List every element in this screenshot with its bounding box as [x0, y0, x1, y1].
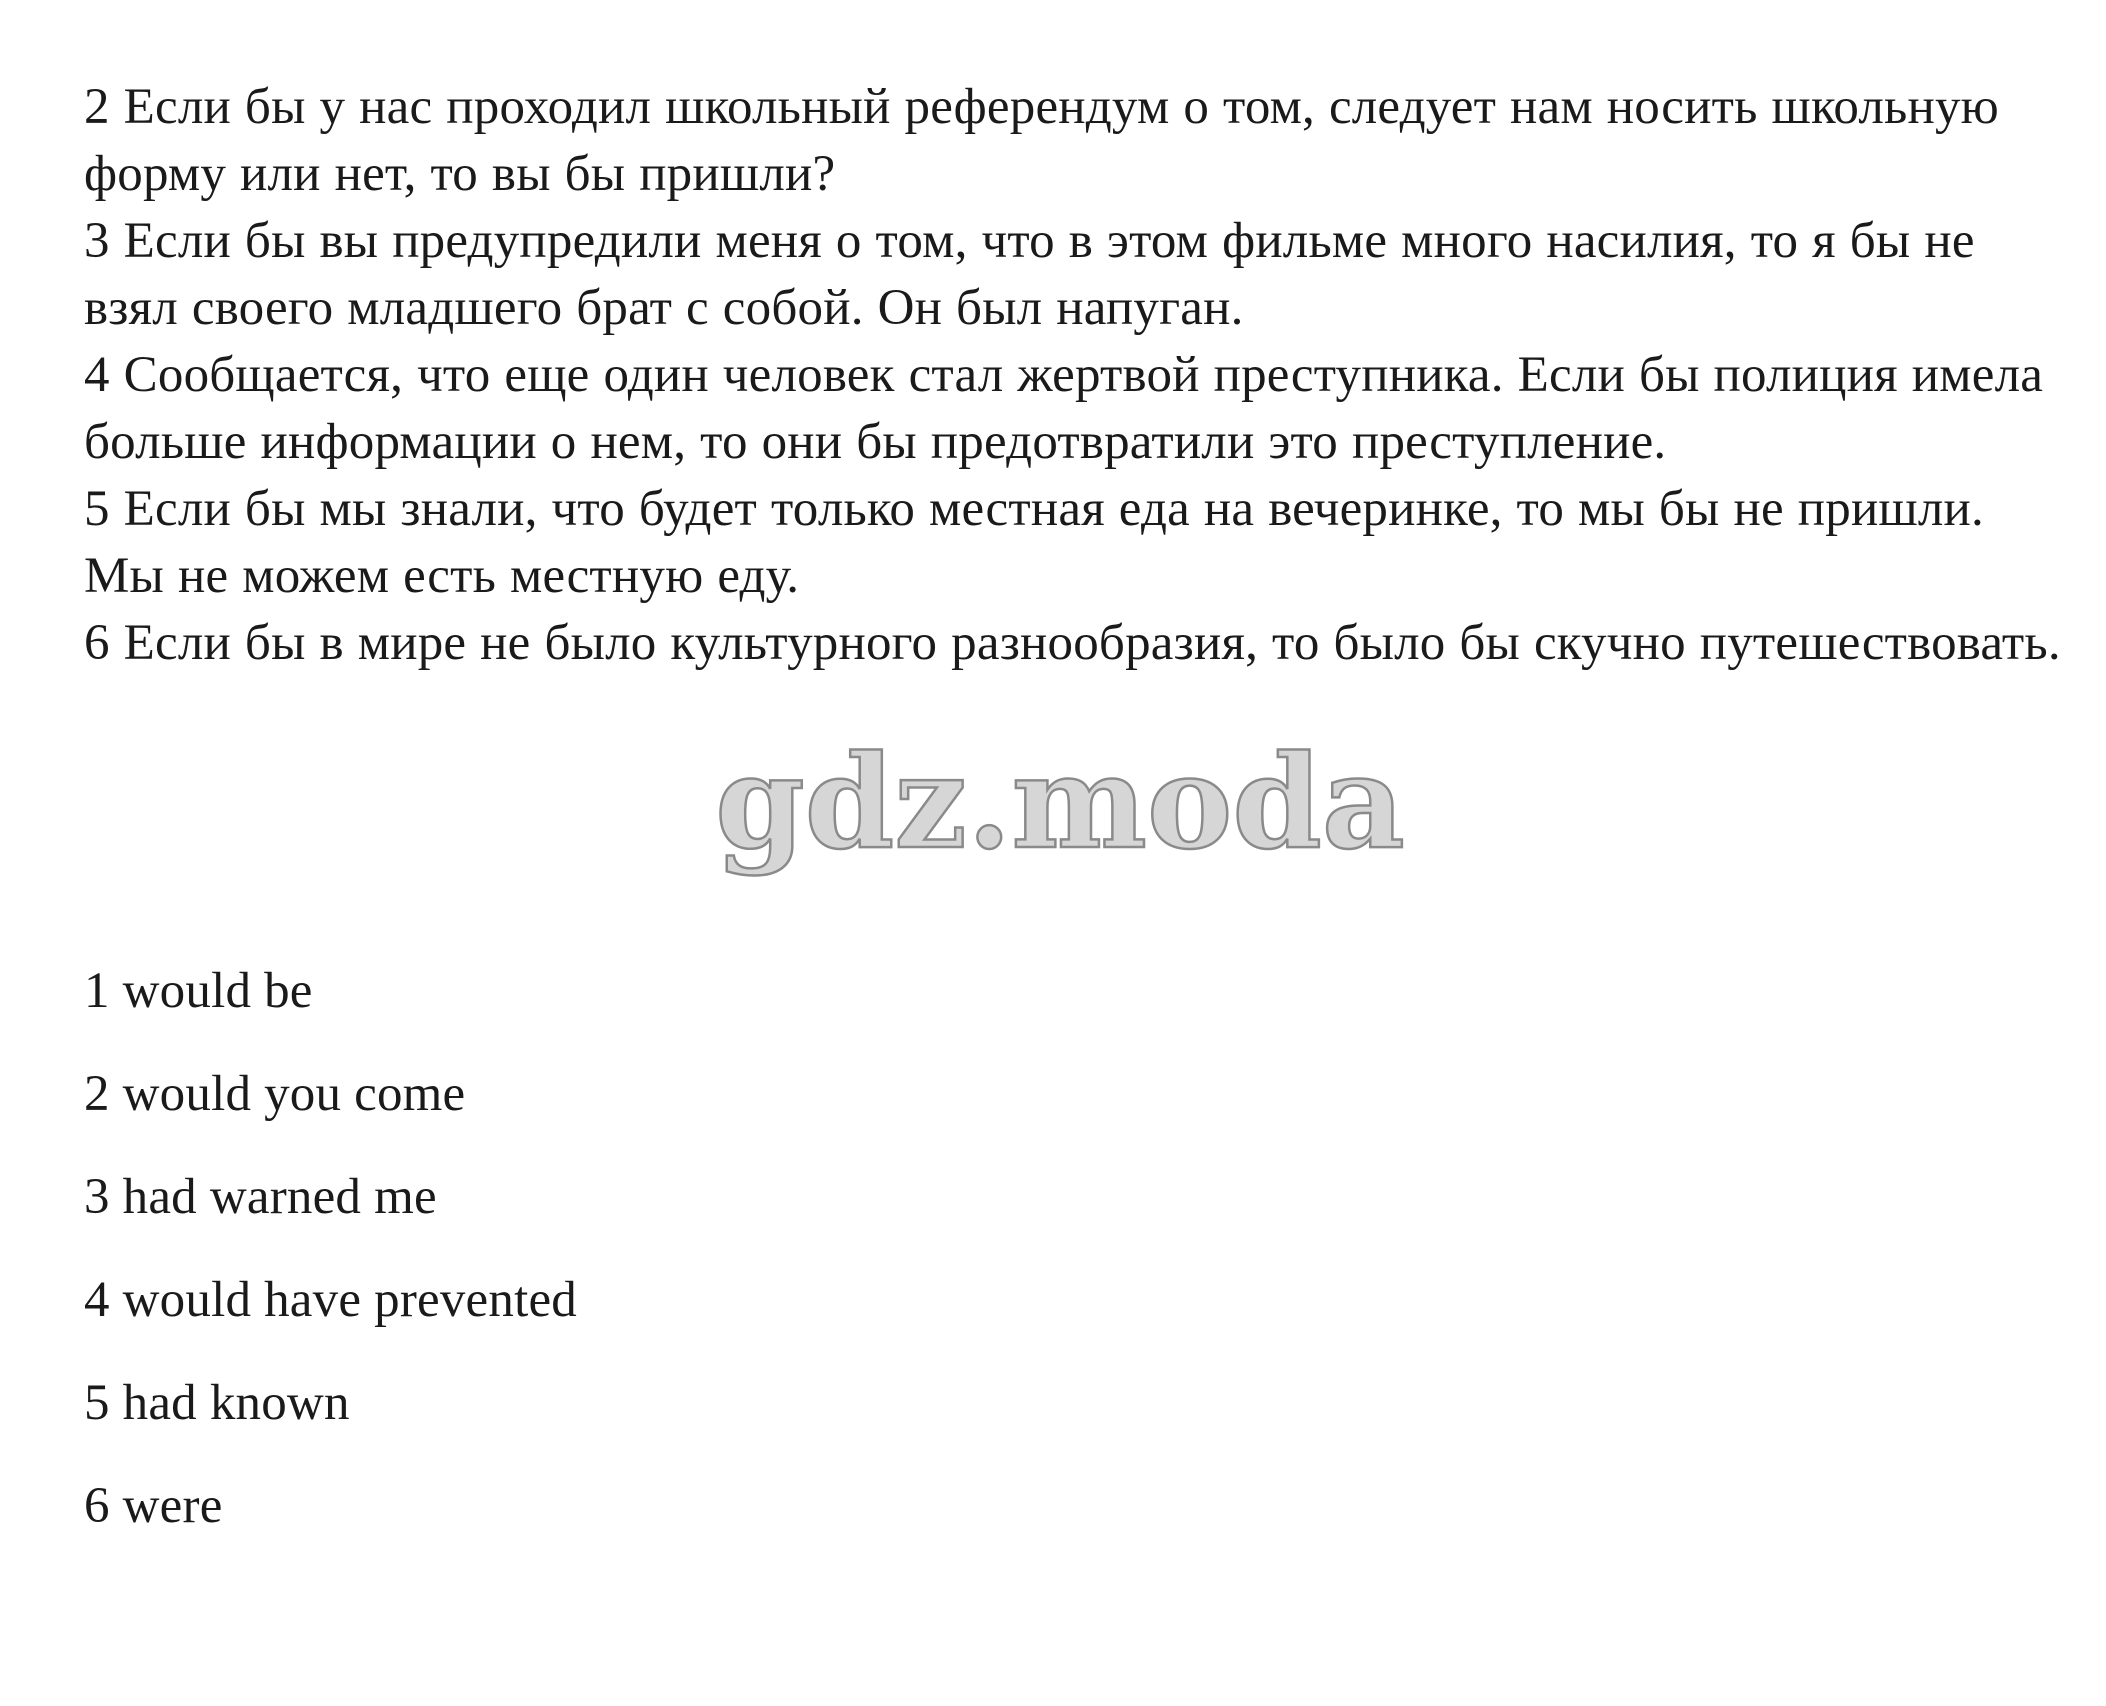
answer-item-6: 6 were [84, 1478, 223, 1534]
translation-line-2: 2 Если бы у нас проходил школьный референдум о том, следует нам носить школьную форму или нет, то вы бы пришли? [84, 79, 1999, 202]
translation-text-block [84, 74, 2074, 677]
answer-item-3: 3 had warned me [84, 1169, 437, 1225]
answer-list [84, 958, 1284, 1576]
translation-line-4: 4 Сообщается, что еще один человек стал жертвой преступника. Если бы полиция имела больше информации о нем, то они бы предотвратили это преступление. [84, 347, 2044, 470]
watermark-logo [715, 728, 1405, 885]
translation-line-6: 6 Если бы в мире не было культурного разнообразия, то было бы скучно путешествовать. [84, 615, 2061, 671]
translation-line-3: 3 Если бы вы предупредили меня о том, что в этом фильме много насилия, то я бы не взял своего младшего брат с собой. Он был напуган. [84, 213, 1975, 336]
answer-item-1: 1 would be [84, 963, 313, 1019]
watermark-text: gdz.moda [715, 728, 1405, 878]
answer-item-5: 5 had known [84, 1375, 350, 1431]
answer-item-4: 4 would have prevented [84, 1272, 577, 1328]
translation-line-5: 5 Если бы мы знали, что будет только местная еда на вечеринке, то мы бы не пришли. Мы не можем есть местную еду. [84, 481, 1985, 604]
answer-item-2: 2 would you come [84, 1066, 466, 1122]
